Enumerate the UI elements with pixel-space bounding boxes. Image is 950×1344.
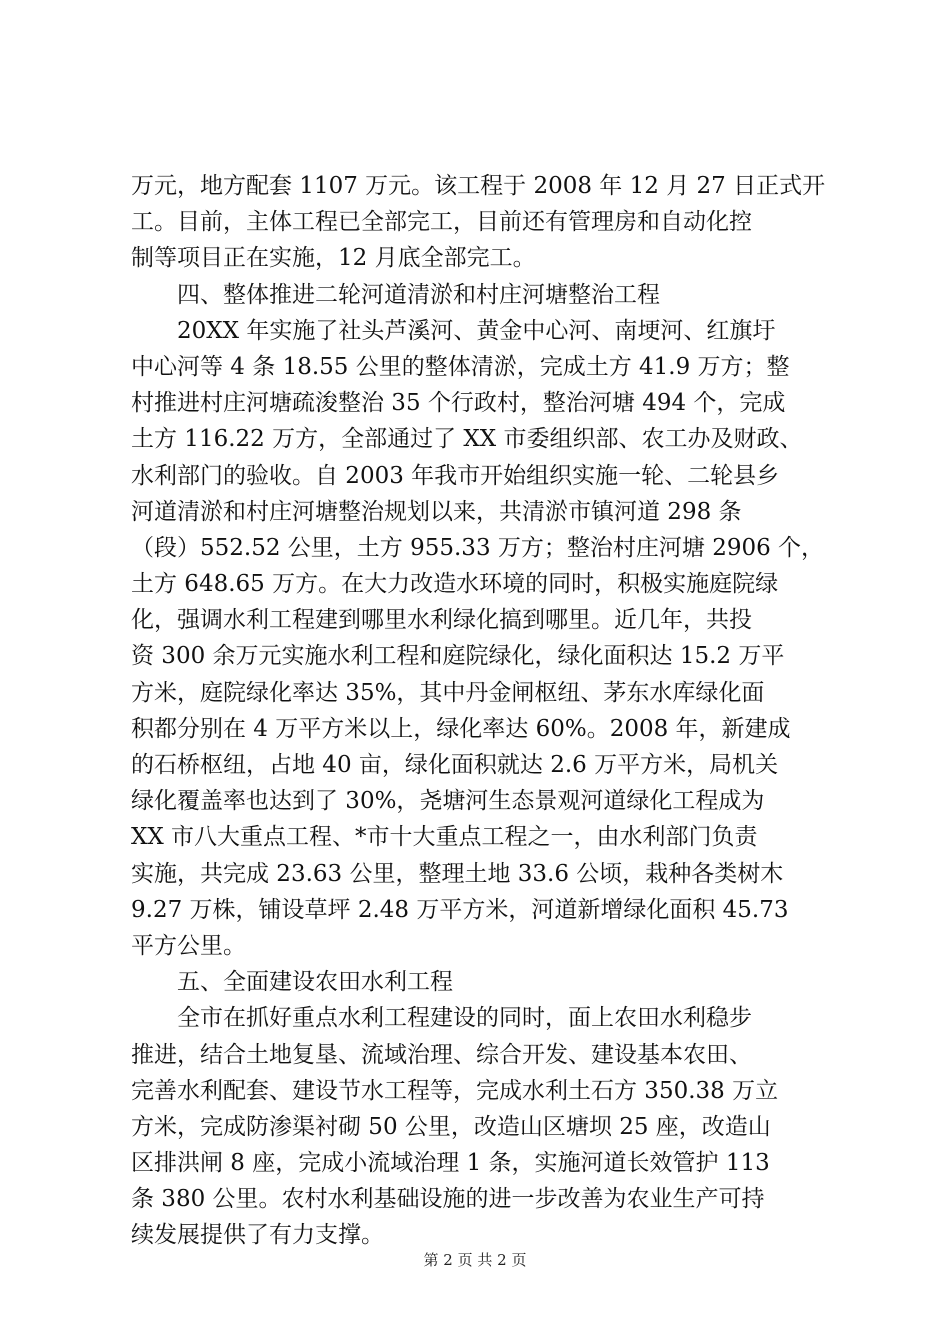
text-line: （段）552.52 公里，土方 955.33 万方；整治村庄河塘 2906 个， [131, 534, 825, 561]
document-body [131, 168, 831, 1254]
text-line: 20XX 年实施了社头芦溪河、黄金中心河、南埂河、红旗圩 [131, 317, 776, 344]
text-line: 续发展提供了有力支撑。 [131, 1222, 384, 1249]
text-line: XX 市八大重点工程、*市十大重点工程之一，由水利部门负责 [131, 824, 758, 851]
text-line: 万元，地方配套 1107 万元。该工程于 2008 年 12 月 27 日正式开 [131, 173, 826, 199]
text-line: 村推进村庄河塘疏浚整治 35 个行政村，整治河塘 494 个，完成 [131, 390, 786, 417]
text-line: 绿化覆盖率也达到了 30%，尧塘河生态景观河道绿化工程成为 [131, 788, 765, 815]
page-footer: 第 2 页 共 2 页 [423, 1251, 527, 1269]
text-line: 中心河等 4 条 18.55 公里的整体清淤，完成土方 41.9 万方；整 [131, 353, 790, 380]
text-line: 9.27 万株，铺设草坪 2.48 万平方米，河道新增绿化面积 45.73 [131, 896, 789, 923]
text-line: 资 300 余万元实施水利工程和庭院绿化，绿化面积达 15.2 万平 [131, 643, 785, 670]
text-line: 土方 648.65 万方。在大力改造水环境的同时，积极实施庭院绿 [131, 571, 779, 598]
text-line: 区排洪闸 8 座，完成小流域治理 1 条，实施河道长效管护 113 [131, 1150, 770, 1177]
text-line: 制等项目正在实施，12 月底全部完工。 [131, 245, 536, 272]
text-line: 化，强调水利工程建到哪里水利绿化搞到哪里。近几年，共投 [131, 607, 752, 634]
text-line: 五、全面建设农田水利工程 [131, 969, 453, 996]
text-line: 河道清淤和村庄河塘整治规划以来，共清淤市镇河道 298 条 [131, 498, 742, 525]
text-line: 全市在抓好重点水利工程建设的同时，面上农田水利稳步 [131, 1005, 752, 1032]
text-line: 四、整体推进二轮河道清淤和村庄河塘整治工程 [131, 281, 660, 308]
text-line: 实施，共完成 23.63 公里，整理土地 33.6 公顷，栽种各类树木 [131, 860, 784, 887]
text-line: 的石桥枢纽，占地 40 亩，绿化面积就达 2.6 万平方米，局机关 [131, 752, 779, 778]
text-line: 推进，结合土地复垦、流域治理、综合开发、建设基本农田、 [131, 1041, 752, 1068]
text-line: 平方公里。 [131, 932, 246, 959]
text-line: 土方 116.22 万方，全部通过了 XX 市委组织部、农工办及财政、 [131, 426, 803, 453]
text-line: 积都分别在 4 万平方米以上，绿化率达 60%。2008 年，新建成 [131, 715, 791, 742]
text-line: 完善水利配套、建设节水工程等，完成水利土石方 350.38 万立 [131, 1077, 779, 1104]
text-line: 条 380 公里。农村水利基础设施的进一步改善为农业生产可持 [131, 1186, 765, 1213]
text-line: 工。目前，主体工程已全部完工，目前还有管理房和自动化控 [131, 209, 752, 236]
text-line: 方米，庭院绿化率达 35%，其中丹金闸枢纽、茅东水库绿化面 [131, 679, 765, 706]
text-line: 水利部门的验收。自 2003 年我市开始组织实施一轮、二轮县乡 [131, 462, 780, 489]
text-line: 方米，完成防渗渠衬砌 50 公里，改造山区塘坝 25 座，改造山 [131, 1113, 771, 1140]
